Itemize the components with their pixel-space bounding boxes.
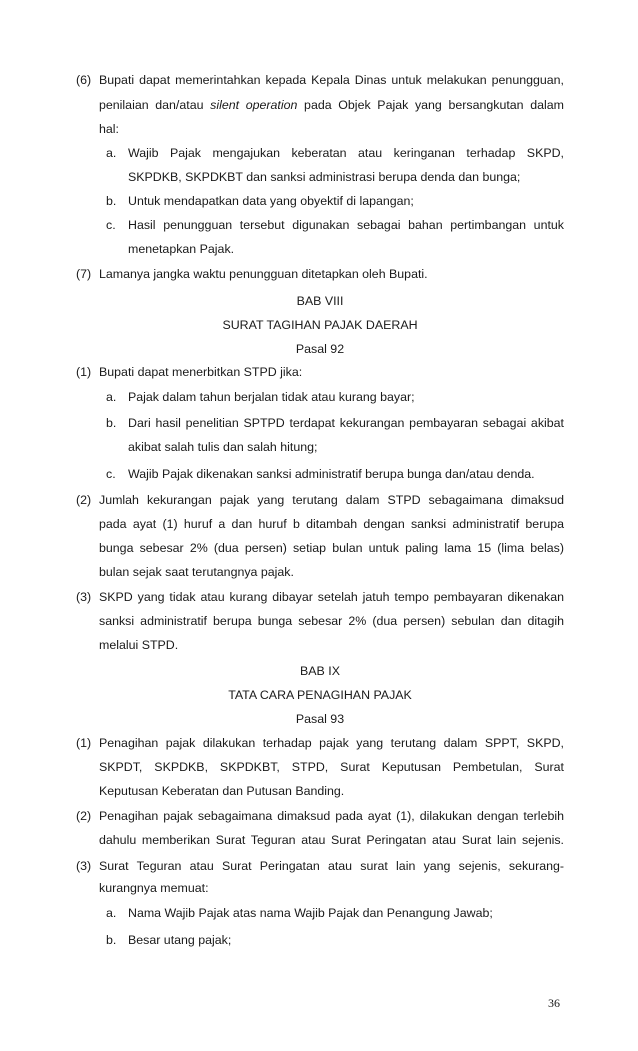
item-number: (1): [76, 365, 92, 379]
text-line: Dari hasil penelitian SPTPD terdapat kekurangan pembayaran sebagai akibat: [128, 416, 564, 430]
text-line: Wajib Pajak dikenakan sanksi administratif berupa bunga dan/atau denda.: [128, 467, 535, 481]
page-number: 36: [548, 996, 560, 1010]
chapter-subtitle: TATA CARA PENAGIHAN PAJAK: [228, 688, 412, 702]
text-line: Pajak dalam tahun berjalan tidak atau kurang bayar;: [128, 390, 415, 404]
text-line: Nama Wajib Pajak atas nama Wajib Pajak dan Penangung Jawab;: [128, 906, 493, 920]
text-line: Wajib Pajak mengajukan keberatan atau keringanan terhadap SKPD,: [128, 146, 564, 160]
sub-letter: c.: [106, 467, 116, 481]
item-number: (3): [76, 590, 92, 604]
text-line: Bupati dapat menerbitkan STPD jika:: [99, 365, 303, 379]
text-line: SKPDKB, SKPDKBT dan sanksi administrasi berupa denda dan bunga;: [128, 170, 521, 184]
article-title: Pasal 93: [295, 712, 345, 726]
text-line: SKPDT, SKPDKB, SKPDKBT, STPD, Surat Keputusan Pembetulan, Surat: [99, 760, 564, 774]
text-line: bunga sebesar 2% (dua persen) setiap bulan untuk paling lama 15 (lima belas): [99, 541, 564, 555]
item-number: (1): [76, 736, 92, 750]
text-line: Surat Teguran atau Surat Peringatan atau surat lain yang sejenis, sekurang-: [99, 859, 564, 873]
item-number: (7): [76, 267, 92, 281]
article-title: Pasal 92: [295, 342, 345, 356]
text-line: Keputusan Keberatan dan Putusan Banding.: [99, 784, 345, 798]
text-line: bulan sejak saat terutangnya pajak.: [99, 565, 294, 579]
item-number: (3): [76, 859, 92, 873]
text-line: pada ayat (1) huruf a dan huruf b ditambah dengan sanksi administratif berupa: [99, 517, 564, 531]
item-number: (2): [76, 809, 92, 823]
text-line: Penagihan pajak dilakukan terhadap pajak yang terutang dalam SPPT, SKPD,: [99, 736, 564, 750]
text-line: hal:: [99, 122, 119, 136]
sub-letter: a.: [106, 390, 117, 404]
text-line: Besar utang pajak;: [128, 933, 232, 947]
item-number: (2): [76, 493, 92, 507]
sub-letter: a.: [106, 146, 117, 160]
text-line: kurangnya memuat:: [99, 881, 209, 895]
sub-letter: b.: [106, 194, 117, 208]
text-line: Hasil penungguan tersebut digunakan sebagai bahan pertimbangan untuk: [128, 218, 564, 232]
item-number: (6): [76, 73, 92, 87]
sub-letter: a.: [106, 906, 117, 920]
text-line: dahulu memberikan Surat Teguran atau Surat Peringatan atau Surat lain sejenis.: [99, 833, 564, 847]
sub-letter: c.: [106, 218, 116, 232]
text-line: Untuk mendapatkan data yang obyektif di lapangan;: [128, 194, 414, 208]
text-line: akibat salah tulis dan salah hitung;: [128, 440, 318, 454]
text-line: menetapkan Pajak.: [128, 242, 235, 256]
text-line: SKPD yang tidak atau kurang dibayar setelah jatuh tempo pembayaran dikenakan: [99, 590, 564, 604]
text-line: sanksi administratif berupa bunga sebesar 2% (dua persen) sebulan dan ditagih: [99, 614, 564, 628]
chapter-title: BAB IX: [300, 664, 340, 678]
text-line: Lamanya jangka waktu penungguan ditetapkan oleh Bupati.: [99, 267, 428, 281]
text-line: Penagihan pajak sebagaimana dimaksud pada ayat (1), dilakukan dengan terlebih: [99, 809, 564, 823]
chapter-title: BAB VIII: [296, 294, 344, 308]
chapter-subtitle: SURAT TAGIHAN PAJAK DAERAH: [222, 318, 418, 332]
italic-term: silent operation: [210, 98, 298, 112]
text-line: Bupati dapat memerintahkan kepada Kepala Dinas untuk melakukan penungguan,: [99, 73, 564, 87]
sub-letter: b.: [106, 416, 117, 430]
text-line: melalui STPD.: [99, 638, 179, 652]
sub-letter: b.: [106, 933, 117, 947]
text-line: Jumlah kekurangan pajak yang terutang dalam STPD sebagaimana dimaksud: [99, 493, 564, 507]
text-line: penilaian dan/atau silent operation pada Objek Pajak yang bersangkutan dalam: [99, 98, 564, 112]
